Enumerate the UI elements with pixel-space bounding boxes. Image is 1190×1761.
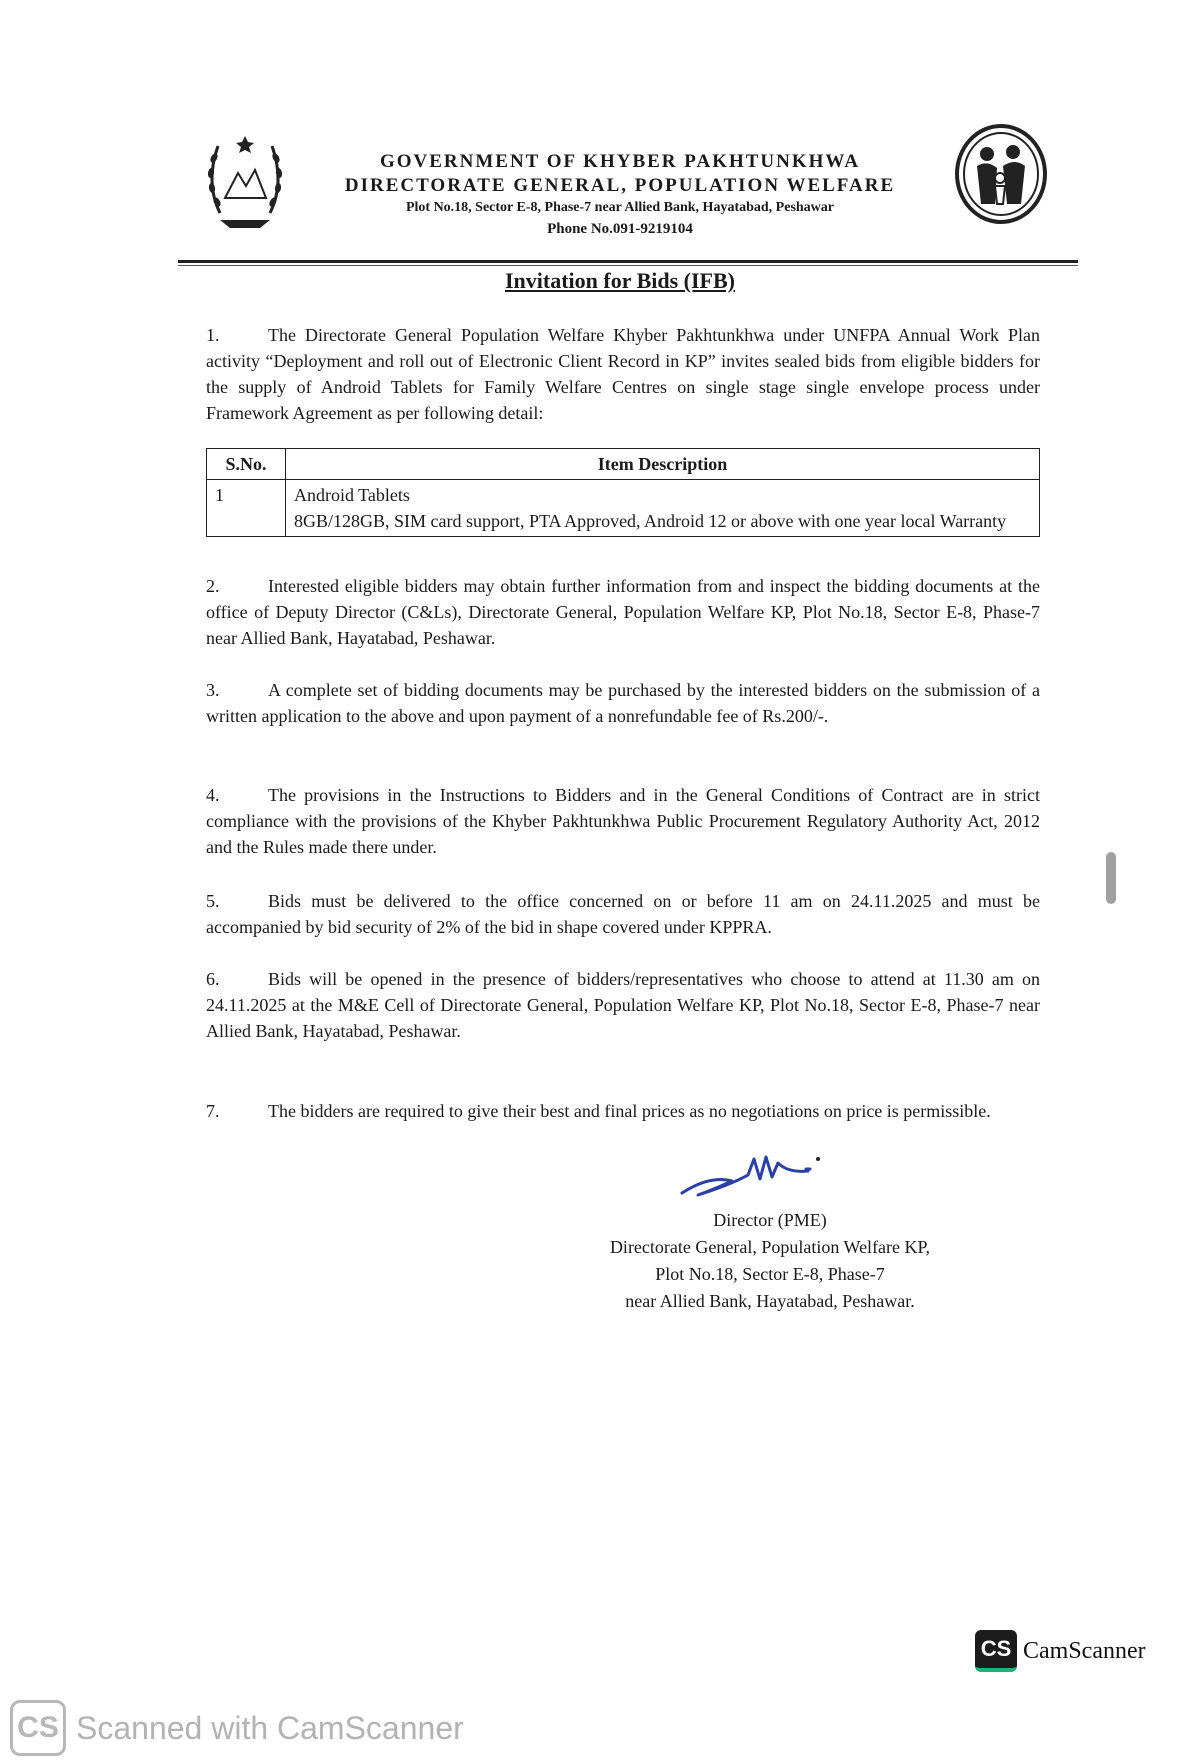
scanned-with-text: Scanned with CamScanner: [76, 1709, 464, 1746]
paragraph-number: 6.: [206, 969, 220, 989]
paragraph-7: [206, 1098, 1040, 1124]
letterhead: [320, 150, 920, 240]
paragraph-number: 2.: [206, 576, 220, 596]
header-rule-thick: [178, 260, 1078, 263]
paragraph-text: Bids will be opened in the presence of bidders/representatives who choose to attend at 11.30 am on 24.11.2025 at the M&E Cell of Directorate General, Population Welfare KP, Plot No.18, Sector E-8, Phase-7 near Allied Bank, Hayatabad, Peshawar.: [206, 969, 1040, 1041]
camscanner-badge-text: CamScanner: [1023, 1637, 1146, 1664]
paragraph-number: 1.: [206, 325, 220, 345]
signatory-address-line-2: Plot No.18, Sector E-8, Phase-7: [655, 1264, 885, 1284]
page-title: Invitation for Bids (IFB): [504, 268, 735, 293]
letterhead-phone: Phone No.091-9219104: [547, 221, 693, 237]
item-name: Android Tablets: [294, 485, 410, 505]
letterhead-directorate: DIRECTORATE GENERAL, POPULATION WELFARE: [344, 175, 896, 196]
letterhead-address: Plot No.18, Sector E-8, Phase-7 near Allied Bank, Hayatabad, Peshawar: [405, 200, 835, 215]
paragraph-text: Bids must be delivered to the office concerned on or before 11 am on 24.11.2025 and must be accompanied by bid security of 2% of the bid in shape covered under KPPRA.: [206, 891, 1040, 937]
table-header-row: [207, 449, 1040, 480]
signatory-title: Director (PME): [713, 1210, 827, 1230]
paragraph-3: [206, 677, 1040, 729]
director-signature: [670, 1145, 820, 1205]
population-welfare-family-logo-icon: [953, 122, 1049, 226]
table-header-description: Item Description: [286, 449, 1040, 480]
paragraph-4: [206, 782, 1040, 860]
signatory-address-line-1: Directorate General, Population Welfare KP,: [609, 1237, 931, 1257]
table-row: [207, 480, 1040, 537]
paragraph-number: 3.: [206, 680, 220, 700]
kp-government-emblem-icon: [200, 128, 290, 233]
paragraph-2: [206, 573, 1040, 651]
header-rule-thin: [178, 265, 1078, 266]
signatory-block: [520, 1207, 1020, 1315]
item-specs: 8GB/128GB, SIM card support, PTA Approved, Android 12 or above with one year local Warranty: [294, 511, 1007, 531]
paragraph-5: [206, 888, 1040, 940]
camscanner-logo-icon: CS: [975, 1630, 1017, 1672]
item-table: [206, 448, 1040, 537]
camscanner-footer-logo-icon: CS: [10, 1700, 66, 1756]
paragraph-text: The bidders are required to give their best and final prices as no negotiations on price is permissible.: [268, 1101, 991, 1121]
paragraph-text: The provisions in the Instructions to Bidders and in the General Conditions of Contract are in strict compliance with the provisions of the Khyber Pakhtunkhwa Public Procurement Regulatory Authority Act, 2012 and the Rules made there under.: [206, 785, 1040, 857]
paragraph-text: Interested eligible bidders may obtain further information from and inspect the bidding documents at the office of Deputy Director (C&Ls), Directorate General, Population Welfare KP, Plot No.18, Sector E-8, Phase-7 near Allied Bank, Hayatabad, Peshawar.: [206, 576, 1040, 648]
paragraph-1: [206, 322, 1040, 426]
letterhead-government: GOVERNMENT OF KHYBER PAKHTUNKHWA: [379, 151, 861, 172]
paragraph-text: A complete set of bidding documents may be purchased by the interested bidders on the submission of a written application to the above and upon payment of a nonrefundable fee of Rs.200/-.: [206, 680, 1040, 726]
table-header-sno: S.No.: [207, 449, 286, 480]
paragraph-number: 5.: [206, 891, 220, 911]
paragraph-number: 7.: [206, 1101, 220, 1121]
table-cell-description: [286, 480, 1040, 537]
paragraph-text: The Directorate General Population Welfare Khyber Pakhtunkhwa under UNFPA Annual Work Plan activity “Deployment and roll out of Electronic Client Record in KP” invites sealed bids from eligible bidders for the supply of Android Tablets for Family Welfare Centres on single stage single envelope process under Framework Agreement as per following detail:: [206, 325, 1040, 423]
scan-artifact: [1106, 852, 1116, 904]
paragraph-number: 4.: [206, 785, 220, 805]
scanned-with-footer: [10, 1700, 464, 1756]
table-cell-sno: 1: [207, 480, 286, 537]
signatory-address-line-3: near Allied Bank, Hayatabad, Peshawar.: [625, 1291, 915, 1311]
paragraph-6: [206, 966, 1040, 1044]
camscanner-badge: [975, 1630, 1146, 1672]
